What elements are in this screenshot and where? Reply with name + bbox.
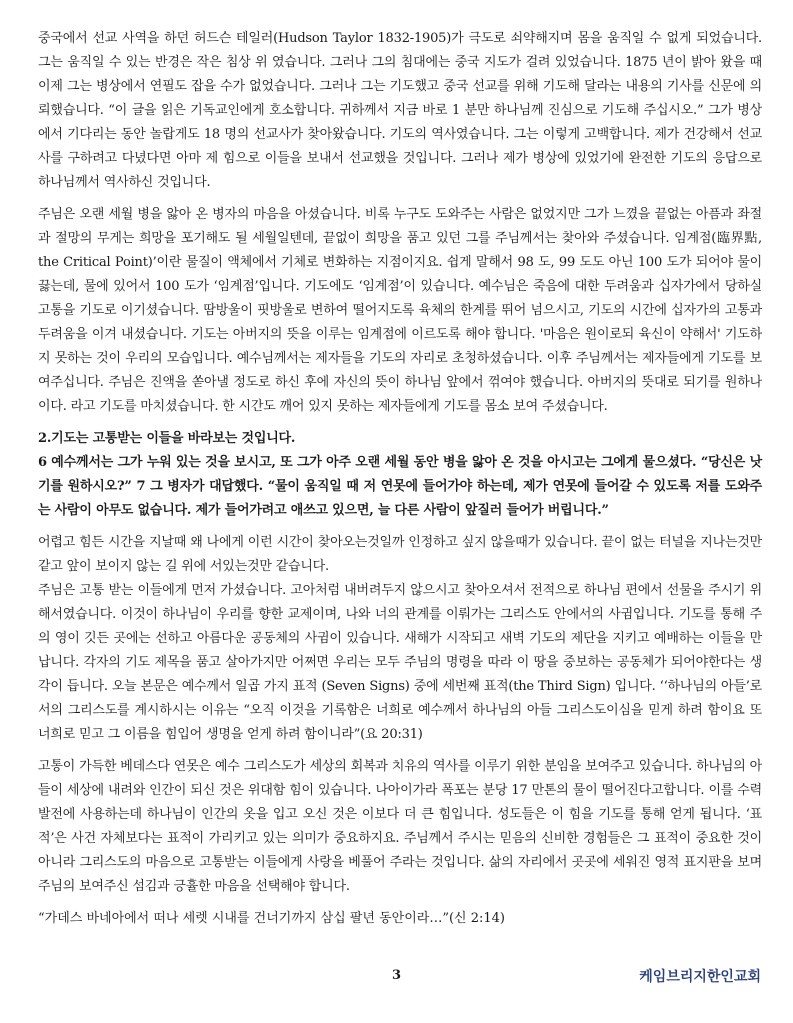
page-number: 3 xyxy=(392,968,402,983)
scripture-quote: 6 예수께서는 그가 누워 있는 것을 보시고, 또 그가 아주 오랜 세월 동안 병을 앓아 온 것을 아시고는 그에게 물으셨다. “당신은 낫기를 원하시오?” 7 그 병자가 대답했다. “물이 움직일 때 저 연못에 들어가야 하는데, 제가 연못에 들어갈 수 있도록 저를 도와주는 사람이 아무도 없습니다. 제가 들어가려고 애쓰고 있으면, 늘 다른 사람이 앞질러 들어가 버립니다.” xyxy=(38,455,762,518)
paragraph-hard-times: 어렵고 힘든 시간을 지날때 왜 나에게 이런 시간이 찾아오는것일까 인정하고 싶지 않을때가 있습니다. 끝이 없는 터널을 지나는것만 같고 앞이 보이지 않는 길 위에 서있는것만 같습니다. xyxy=(38,535,762,574)
paragraph-seven-signs: 주님은 고통 받는 이들에게 먼저 가셨습니다. 고아처럼 내버려두지 않으시고 찾아오셔서 전적으로 하나님 편에서 선물을 주시기 위해서였습니다. 이것이 하나님이 우리를 향한 교제이며, 나와 너의 관계를 이뤄가는 그리스도 안에서의 사귐입니다. 기도를 통해 주의 영이 깃든 곳에는 선하고 아름다운 공동체의 사귐이 있습니다. 새해가 시작되고 새벽 기도의 제단을 지키고 예배하는 이들을 만납니다. 각자의 기도 제목을 품고 살아가지만 어쩌면 우리는 모두 주님의 명령을 따라 이 땅을 중보하는 공동체가 되어야한다는 생각이 듭니다. 오늘 본문은 예수께서 일곱 가지 표적 (Seven Signs) 중에 세번째 표적(the Third Sign) 입니다. ‘‘하나님의 아들’로서의 그리스도를 계시하시는 이유는 “오직 이것을 기록함은 너희로 예수께서 하나님의 아들 그리스도이심을 믿게 하려 함이요 또 너희로 믿고 그 이름을 힘입어 생명을 얻게 하려 함이니라”(요 20:31) xyxy=(38,583,762,742)
document-body xyxy=(38,27,762,931)
paragraph-bethesda: 고통이 가득한 베데스다 연못은 예수 그리스도가 세상의 회복과 치유의 역사를 이루기 위한 분임을 보여주고 있습니다. 하나님의 아들이 세상에 내려와 인간이 되신 것은 위대함 힘이 있습니다. 나아이가라 폭포는 분당 17 만톤의 물이 떨어진다고합니다. 이를 수력 발전에 사용하는데 하나님이 인간의 옷을 입고 오신 것은 이보다 더 큰 힘입니다. 성도들은 이 힘을 기도를 통해 얻게 됩니다. ‘표적’은 사건 자체보다는 표적이 가리키고 있는 의미가 중요하지요. 주님께서 주시는 믿음의 신비한 경험들은 그 표적이 중요한 것이 아니라 그리스도의 마음으로 고통받는 이들에게 사랑을 베풀어 주라는 것입니다. 삶의 자리에서 곳곳에 세워진 영적 표지판을 보며 주님의 보여주신 섬김과 긍휼한 마음을 선택해야 합니다. xyxy=(38,759,762,894)
paragraph-hudson-taylor: 중국에서 선교 사역을 하던 허드슨 테일러(Hudson Taylor 1832-1905)가 극도로 쇠약해지며 몸을 움직일 수 없게 되었습니다. 그는 움직일 수 있는 반경은 작은 침상 위 였습니다. 그러나 그의 침대에는 중국 지도가 걸려 있었습니다. 1875 년이 밝아 왔을 때 이제 그는 병상에서 연필도 잡을 수가 없었습니다. 그러나 그는 기도했고 중국 선교를 위해 기도해 달라는 내용의 기사를 신문에 의뢰했습니다. “이 글을 읽은 기독교인에게 호소합니다. 귀하께서 지금 바로 1 분만 하나님께 진심으로 기도해 주십시오.” 그가 병상에서 기다리는 동안 놀랍게도 18 명의 선교사가 찾아왔습니다. 기도의 역사였습니다. 그는 이렇게 고백합니다. 제가 건강해서 선교사를 구하려고 다녔다면 아마 제 힘으로 이들을 보내서 선교했을 것입니다. 그러나 제가 병상에 있었기에 완전한 기도의 응답으로 하나님께서 역사하신 것입니다. xyxy=(38,31,762,190)
paragraph-critical-point: 주님은 오랜 세월 병을 앓아 온 병자의 마음을 아셨습니다. 비록 누구도 도와주는 사람은 없었지만 그가 느꼈을 끝없는 아픔과 좌절과 절망의 무게는 희망을 포기해도 될 세월일텐데, 끝없이 희망을 품고 있던 그를 주님께서는 찾아와 주셨습니다. 임계점(臨界點, the Critical Point)’이란 물질이 액체에서 기체로 변화하는 지점이지요. 쉽게 말해서 98 도, 99 도도 아닌 100 도가 되어야 물이 끓는데, 물에 있어서 100 도가 ‘임계점’입니다. 기도에도 ‘임계점’이 있습니다. 예수님은 죽음에 대한 두려움과 십자가에서 당하실 고통을 기도로 이기셨습니다. 땀방울이 핏방울로 변하여 떨어지도록 육체의 한계를 뛰어 넘으시고, 기도의 시간에 십자가의 고통과 두려움을 이겨 내셨습니다. 기도는 아버지의 뜻을 이루는 임계점에 이르도록 해야 합니다. '마음은 원이로되 육신이 약해서' 기도하지 못하는 것이 우리의 모습입니다. 예수님께서는 제자들을 기도의 자리로 초청하셨습니다. 이후 주님께서는 제자들에게 기도를 보여주십니다. 주님은 진액을 쏟아낼 정도로 하신 후에 자신의 뜻이 하나님 앞에서 꺾여야 했습니다. 아버지의 뜻대로 되기를 원하나이다. 라고 기도를 마치셨습니다. 한 시간도 깨어 있지 못하는 제자들에게 기도를 몸소 보여 주셨습니다. xyxy=(38,207,762,414)
closing-verse: “가데스 바네아에서 떠나 세렛 시내를 건너기까지 삼십 팔년 동안이라…”(신 2:14) xyxy=(38,911,506,926)
church-name: 케임브리지한인교회 xyxy=(639,969,761,985)
section-heading: 2.기도는 고통받는 이들을 바라보는 것입니다. xyxy=(38,431,296,446)
